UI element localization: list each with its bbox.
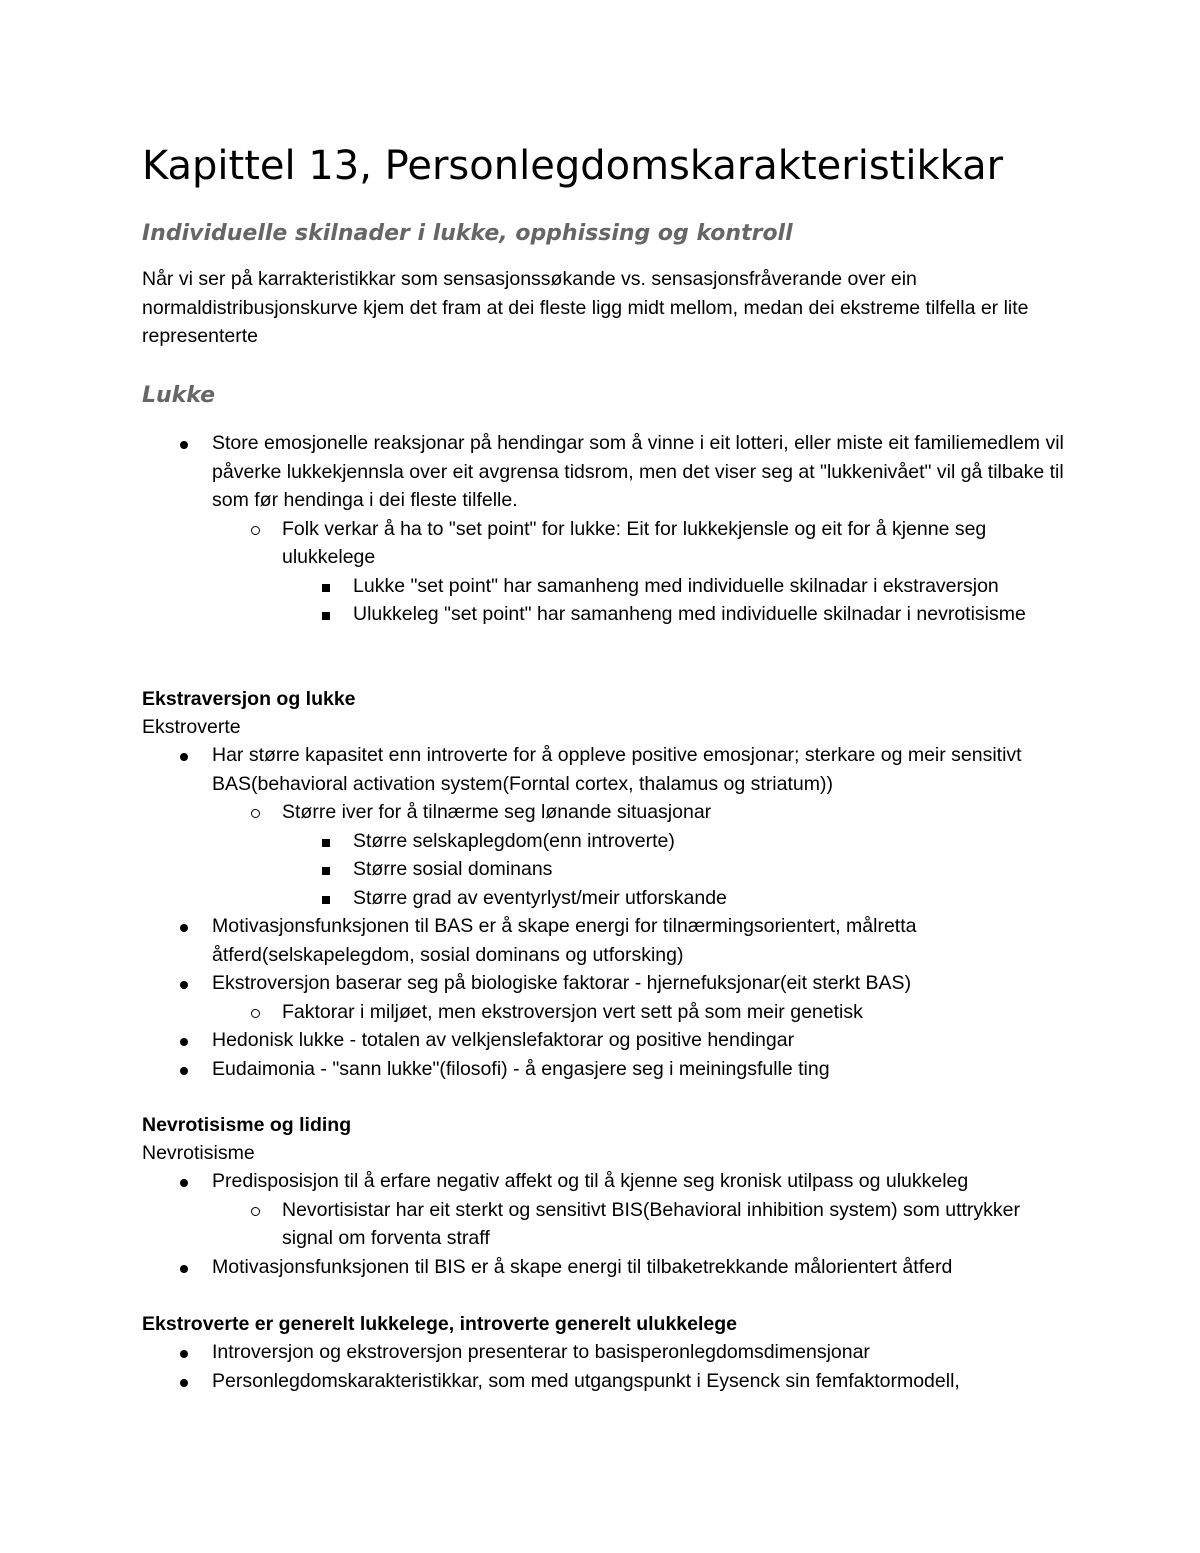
list-item	[142, 1196, 1072, 1253]
list-item	[142, 1167, 1072, 1196]
list-item-text: Større selskaplegdom(enn introverte)	[353, 829, 675, 852]
label-ekstroverte: Ekstroverte	[142, 716, 241, 738]
list-item-text: Introversjon og ekstroversjon presenterar to basisperonlegdomsdimensjonar	[212, 1341, 870, 1363]
list-item	[142, 912, 1072, 969]
bullet-circle-icon	[251, 526, 260, 535]
list-item	[142, 1338, 1072, 1367]
list-item-text: Store emosjonelle reaksjonar på hendingar som å vinne i eit lotteri, eller miste eit familiemedlem vil påverke lukkekjennsla over eit avgrensa tidsrom, men det viser seg at "lukkenivået" vil gå tilbake til som før hendinga i dei fleste tilfelle.	[212, 432, 1064, 511]
intro-paragraph: Når vi ser på karrakteristikkar som sensasjonssøkande vs. sensasjonsfråverande over ein normaldistribusjonskurve kjem det fram at dei fleste ligg midt mellom, medan dei ekstreme tilfella er lite representerte	[142, 268, 1029, 347]
label-nevrotisisme: Nevrotisisme	[142, 1142, 255, 1164]
nevrotisisme-list	[142, 1167, 1072, 1281]
list-item	[142, 1026, 1072, 1055]
list-item	[142, 1253, 1072, 1282]
list-item-text: Folk verkar å ha to "set point" for lukke: Eit for lukkekjensle og eit for å kjenne seg ulukkelege	[282, 517, 987, 568]
bullet-circle-icon	[251, 1009, 260, 1018]
list-item	[142, 515, 1072, 572]
list-item	[142, 1055, 1072, 1084]
bullet-disc-icon	[180, 1379, 188, 1387]
list-item-text: Motivasjonsfunksjonen til BAS er å skape energi for tilnærmingsorientert, målretta åtferd(selskapelegdom, sosial dominans og utforsking)	[212, 915, 917, 966]
list-item-text: Hedonisk lukke - totalen av velkjenslefaktorar og positive hendingar	[212, 1029, 795, 1051]
bullet-disc-icon	[180, 753, 188, 761]
bullet-disc-icon	[180, 1179, 188, 1187]
page-title: Kapittel 13, Personlegdomskarakteristikkar	[142, 143, 1004, 189]
list-item-text: Større sosial dominans	[353, 858, 553, 880]
list-item-text: Predisposisjon til å erfare negativ affekt og til å kjenne seg kronisk utilpass og ulukkeleg	[212, 1170, 969, 1192]
heading-ekstraversjon: Ekstraversjon og lukke	[142, 688, 356, 710]
ekstraversjon-list	[142, 741, 1072, 1083]
list-item-text: Ekstroversjon baserar seg på biologiske faktorar - hjernefuksjonar(eit sterkt BAS)	[212, 972, 912, 994]
list-item	[142, 572, 1072, 601]
bullet-square-icon	[322, 839, 330, 847]
list-item	[142, 855, 1072, 884]
bullet-disc-icon	[180, 1265, 188, 1273]
heading-nevrotisisme: Nevrotisisme og liding	[142, 1114, 352, 1136]
list-item-text: Har større kapasitet enn introverte for å oppleve positive emosjonar; sterkare og meir sensitivt BAS(behavioral activation system(Forntal cortex, thalamus og striatum))	[212, 744, 1022, 795]
list-item	[142, 998, 1072, 1027]
subtitle-lukke: Lukke	[142, 383, 216, 408]
list-item	[142, 600, 1072, 629]
bullet-disc-icon	[180, 1350, 188, 1358]
list-item-text: Nevortisistar har eit sterkt og sensitivt BIS(Behavioral inhibition system) som uttrykker signal om forventa straff	[282, 1198, 1021, 1249]
list-item-text: Ulukkeleg "set point" har samanheng med individuelle skilnadar i nevrotisisme	[353, 603, 1026, 625]
lukke-list	[142, 429, 1072, 629]
bullet-square-icon	[322, 584, 330, 592]
bullet-disc-icon	[180, 1038, 188, 1046]
list-item	[142, 429, 1072, 515]
bullet-circle-icon	[251, 809, 260, 818]
list-item	[142, 827, 1072, 856]
bullet-disc-icon	[180, 981, 188, 989]
list-item-text: Større grad av eventyrlyst/meir utforskande	[353, 886, 727, 909]
list-item-text: Lukke "set point" har samanheng med individuelle skilnadar i ekstraversjon	[353, 574, 999, 597]
bullet-square-icon	[322, 896, 330, 904]
bullet-disc-icon	[180, 924, 188, 932]
list-item-text: Faktorar i miljøet, men ekstroversjon vert sett på som meir genetisk	[282, 1000, 863, 1023]
bullet-circle-icon	[251, 1207, 260, 1216]
list-item	[142, 884, 1072, 913]
list-item	[142, 1367, 1072, 1396]
list-item	[142, 969, 1072, 998]
list-item-text: Eudaimonia - "sann lukke"(filosofi) - å engasjere seg i meiningsfulle ting	[212, 1057, 830, 1080]
list-item	[142, 798, 1072, 827]
bullet-disc-icon	[180, 1067, 188, 1075]
list-item-text: Motivasjonsfunksjonen til BIS er å skape energi til tilbaketrekkande målorientert åtferd	[212, 1255, 953, 1278]
list-item-text: Personlegdomskarakteristikkar, som med utgangspunkt i Eysenck sin femfaktormodell,	[212, 1369, 960, 1392]
list-item	[142, 741, 1072, 798]
bullet-square-icon	[322, 867, 330, 875]
list-item-text: Større iver for å tilnærme seg lønande situasjonar	[282, 801, 712, 823]
summary-list	[142, 1338, 1072, 1395]
heading-ekstroverte-lukkelege: Ekstroverte er generelt lukkelege, introverte generelt ulukkelege	[142, 1313, 737, 1335]
subtitle-individual-differences: Individuelle skilnader i lukke, opphissing og kontroll	[142, 221, 793, 246]
bullet-disc-icon	[180, 441, 188, 449]
bullet-square-icon	[322, 612, 330, 620]
